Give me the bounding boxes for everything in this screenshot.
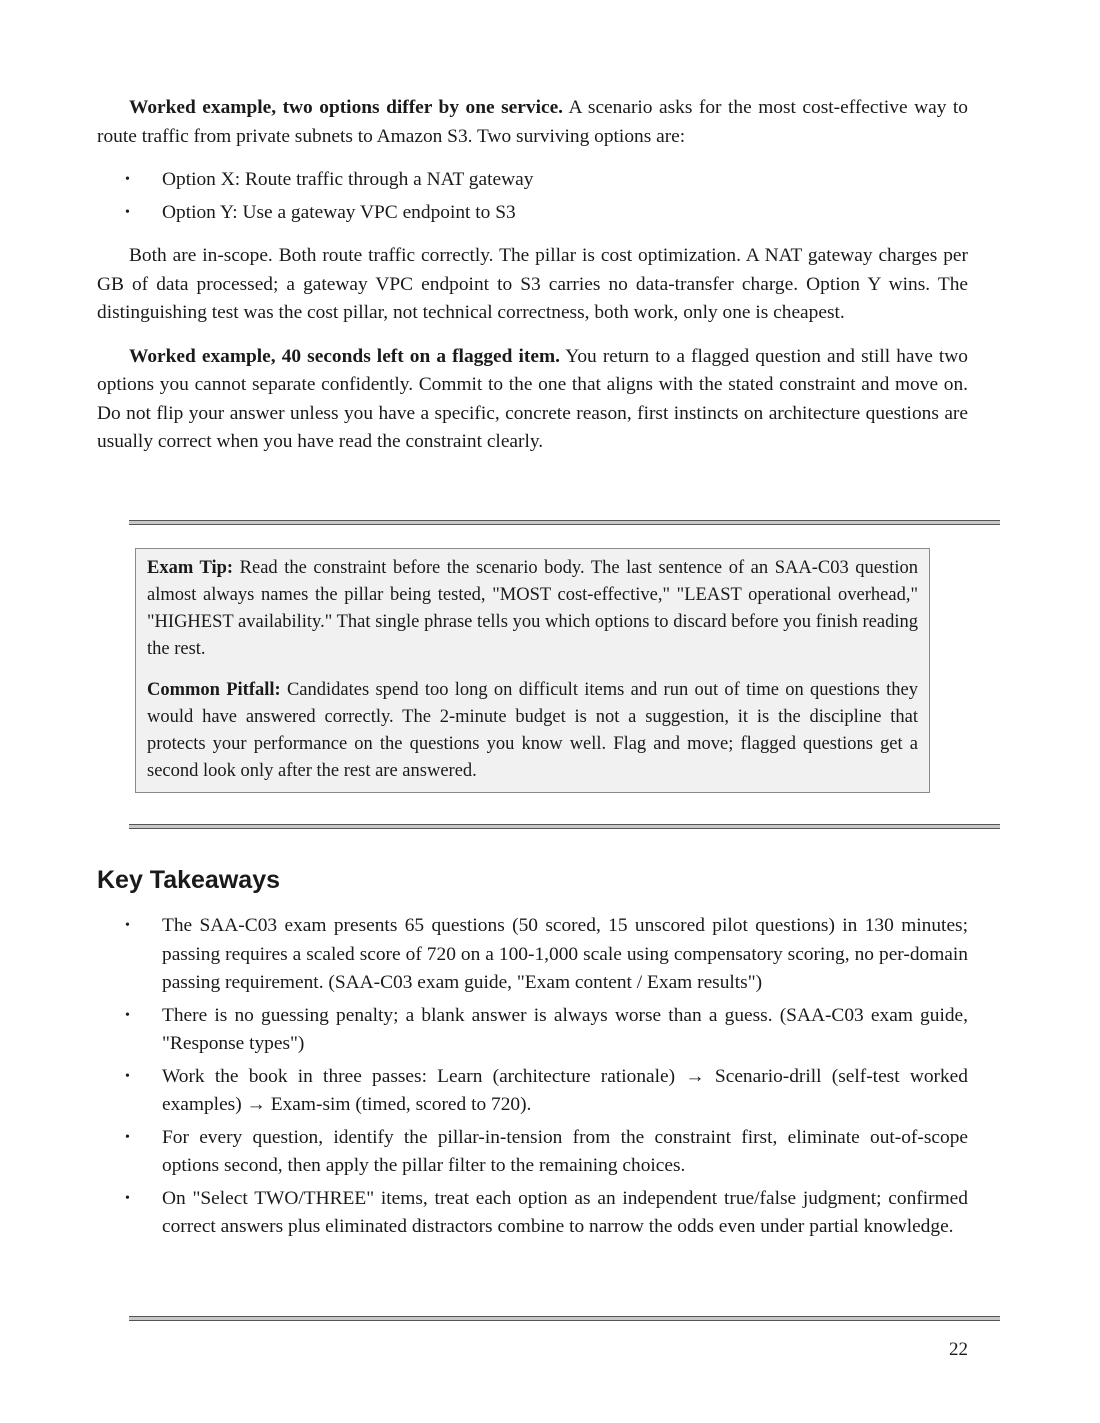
page-number: 22 xyxy=(949,1339,968,1360)
worked-example-1-heading: Worked example, two options differ by one service. xyxy=(129,97,564,118)
worked-example-paragraph-2 xyxy=(97,343,968,457)
worked-example-2-heading: Worked example, 40 seconds left on a flagged item. xyxy=(129,345,560,367)
bullet-icon: • xyxy=(125,1129,130,1145)
key-takeaways-heading: Key Takeaways xyxy=(97,866,280,894)
exam-tip-box xyxy=(135,548,930,793)
takeaways-list xyxy=(97,912,968,1242)
list-item: • For every question, identify the pillar-in-tension from the constraint first, eliminate out-of-scope options second, then apply the pillar filter to the remaining choices. xyxy=(97,1124,968,1181)
common-pitfall-paragraph xyxy=(147,677,918,785)
bullet-icon: • xyxy=(125,1190,130,1206)
analysis-paragraph: Both are in-scope. Both route traffic correctly. The pillar is cost optimization. A NAT gateway charges per GB of data processed; a gateway VPC endpoint to S3 carries no data-transfer charge. Option Y wins. The distinguishing test was the cost pillar, not technical correctness, both work, only one is cheapest. xyxy=(97,245,968,323)
list-item: • Work the book in three passes: Learn (architecture rationale) → Scenario-drill (self-test worked examples) → Exam-sim (timed, scored to 720). xyxy=(97,1063,968,1120)
exam-tip-label: Exam Tip: xyxy=(147,558,234,578)
common-pitfall-text: Candidates spend too long on difficult items and run out of time on questions they would have answered correctly. The 2-minute budget is not a suggestion, it is the discipline that protects your performance on the questions you know well. Flag and move; flagged questions get a second look only after the rest are answered. xyxy=(147,680,918,781)
list-item: • Option Y: Use a gateway VPC endpoint to S3 xyxy=(97,199,968,228)
bullet-icon: • xyxy=(125,1007,130,1023)
bullet-icon: • xyxy=(125,204,130,220)
divider-rule xyxy=(129,1316,1000,1321)
worked-example-paragraph-1 xyxy=(97,94,968,151)
bullet-icon: • xyxy=(125,172,130,187)
list-item: • There is no guessing penalty; a blank answer is always worse than a guess. (SAA-C03 exam guide, "Response types") xyxy=(97,1002,968,1059)
list-item: • On "Select TWO/THREE" items, treat each option as an independent true/false judgment; confirmed correct answers plus eliminated distractors combine to narrow the odds even under partial knowledge. xyxy=(97,1185,968,1242)
list-item: • Option X: Route traffic through a NAT gateway xyxy=(97,166,968,195)
worked-example-1-text: A scenario asks for the most cost-effective way to route traffic from private subnets to Amazon S3. Two surviving options are: xyxy=(97,97,968,147)
bullet-icon: • xyxy=(125,1068,130,1084)
divider-rule xyxy=(129,824,1000,829)
divider-rule xyxy=(129,520,1000,525)
exam-tip-paragraph xyxy=(147,555,918,663)
exam-tip-text: Read the constraint before the scenario body. The last sentence of an SAA-C03 question almost always names the pillar being tested, "MOST cost-effective," "LEAST operational overhead," "HIGHEST availability." That single phrase tells you which options to discard before you finish reading the rest. xyxy=(147,558,918,659)
bullet-icon: • xyxy=(125,918,130,933)
common-pitfall-label: Common Pitfall: xyxy=(147,680,281,700)
worked-example-2-text: You return to a flagged question and still have two options you cannot separate confidently. Commit to the one that aligns with the stated constraint and move on. Do not flip your answer unless you have a specific, concrete reason, first instincts on architecture questions are usually correct when you have read the constraint clearly. xyxy=(97,345,968,452)
list-item: • The SAA-C03 exam presents 65 questions (50 scored, 15 unscored pilot questions) in 130 minutes; passing requires a scaled score of 720 on a 100-1,000 scale using compensatory scoring, no per-domain passing requirement. (SAA-C03 exam guide, "Exam content / Exam results") xyxy=(97,912,968,998)
page-content xyxy=(97,94,968,457)
options-list xyxy=(97,166,968,227)
